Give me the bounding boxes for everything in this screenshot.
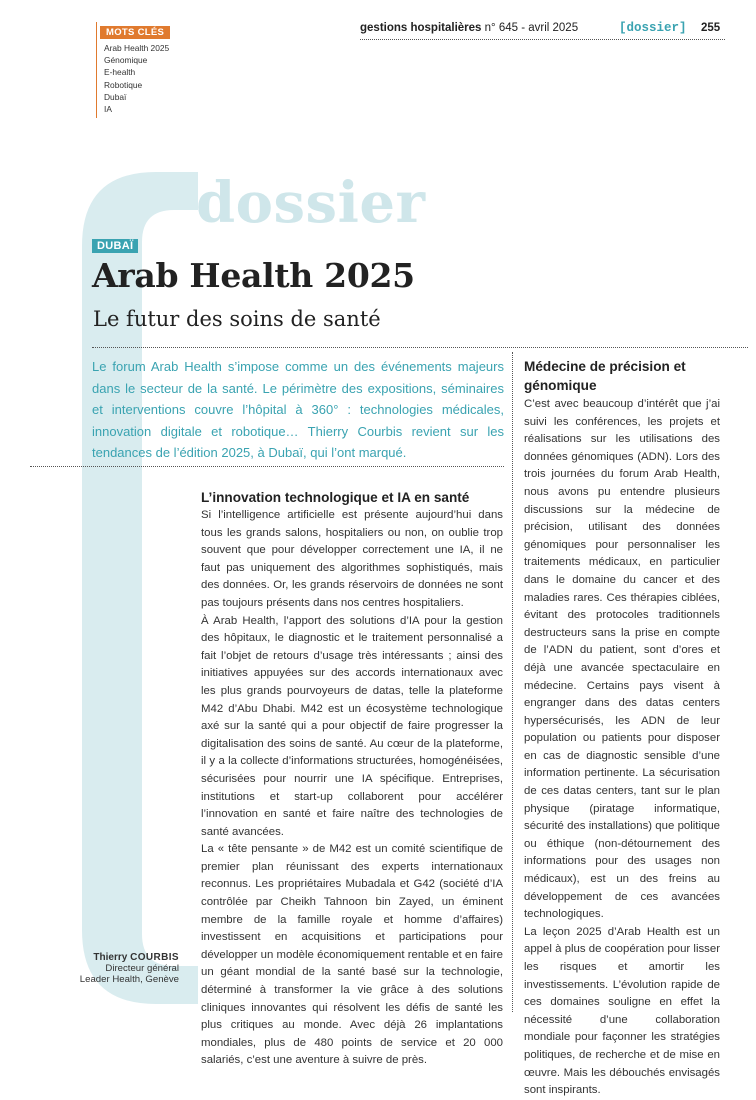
author-last-name: COURBIS — [130, 952, 179, 963]
body-paragraph: Si l’intelligence artificielle est présente aujourd’hui dans tous les grands salons, hospitaliers ou non, on oublie trop souvent que pour développer correctement une IA, il ne faut pas uniquement des algorithmes sophistiqués, mais des données. Or, les grands réservoirs de données ne sont pas toujours présents dans nos centres hospitaliers. — [201, 509, 503, 609]
author-credit — [60, 952, 179, 986]
article-title: Arab Health 2025 — [92, 256, 415, 295]
author-role: Directeur général — [105, 963, 179, 975]
issue-info: n° 645 - avril 2025 — [484, 22, 579, 34]
section-heading-ai: L’innovation technologique et IA en santé — [201, 490, 470, 505]
keyword-item: Robotique — [104, 79, 143, 90]
publication-name: gestions hospitalières — [360, 22, 482, 34]
author-first-name: Thierry — [93, 952, 128, 963]
lead-divider — [30, 466, 504, 467]
keyword-item: IA — [104, 104, 112, 115]
keyword-item: Génomique — [104, 55, 148, 66]
article-subtitle: Le futur des soins de santé — [93, 307, 381, 331]
body-column-left — [201, 507, 503, 1070]
author-org: Leader Health, Genève — [79, 974, 179, 986]
body-paragraph: La « tête pensante » de M42 est un comité scientifique de premier plan réunissant des experts internationaux reconnus. Les propriétaires Mubadala et G42 (société d’IA contrôlée par Cheikh Tahnoon bin Zayed, un éminent membre de la famille royale et homme d’affaires) investissent en acquisitions et participations pour développer un modèle économiquement rentable et en faire un géant mondial de la santé basé sur la technologie, déterminé à transformer la vie grâce à des solutions cliniques innovantes qui résolvent les défis de santé les plus critiques au monde. Avec déjà 26 implantations mondiales, plus de 480 points de service et 20 000 salariés, c’est une aventure à suivre de près. — [201, 843, 503, 1067]
keywords-list — [104, 42, 169, 115]
keyword-item: Arab Health 2025 — [104, 43, 170, 53]
keyword-item: Dubaï — [104, 91, 127, 102]
body-paragraph: La leçon 2025 d’Arab Health est un appel à plus de coopération pour lisser les risques et amortir les investissements. L’évolution rapide de ces domaines souligne en effet la nécessité d’une collaboration mondiale pour façonner les stratégies politiques, de recherche et de mise en œuvre. Mais les débouchés envisagés sont inspirants. — [524, 925, 720, 1097]
running-header — [360, 22, 578, 34]
header-divider — [360, 39, 725, 40]
column-divider — [512, 352, 513, 1012]
keyword-item: E-health — [104, 67, 136, 78]
body-paragraph: À Arab Health, l’apport des solutions d’IA pour la gestion des hôpitaux, le diagnostic et le traitement personnalisé a fait l’objet de retours d’usage très intéressants ; ainsi des initiatives appuyées sur des accords internationaux avec les plus grands pourvoyeurs de datas, telle la plateforme M42 d’Abu Dhabi. M42 est un écosystème technologique axé sur la santé qui a pour objectif de faire progresser la digitalisation des soins de santé. Au cœur de la plateforme, il y a la collecte d’informations structurées, homogénéisées, sécurisées pour nourrir une IA spécifique. Entreprises, institutions et start-up collaborent pour accélérer l’innovation en santé et faire naître des technologies de santé avancées. — [201, 614, 503, 838]
title-divider — [92, 347, 748, 348]
dossier-watermark: dossier — [196, 170, 426, 236]
body-paragraph: C’est avec beaucoup d’intérêt que j’ai suivi les conférences, les projets et réalisations sur les utilisations des données génomiques (ADN). Lors des trois journées du forum Arab Health, nous avons pu entendre plusieurs discussions sur la médecine de précision, utilisant des données génomiques pour personnaliser les traitements médicaux, en particulier dans le domaine du cancer et des maladies rares. Ces thérapies ciblées, évitant des protocoles traditionnels destructeurs sans la prise en compte de l’ADN du patient, sont d’ores et déjà une avancée spectaculaire en médecine. Certains pays visent à engranger dans des datas centers hypersécurisés, les ADN de leur population ou patients pour disposer en cas de diagnostic sensible d’une information pertinente. La sécurisation de ces datas centers, tant sur le plan physique (piratage informatique, sécurité des installations) que politique ou éthique (non-détournement des informations pour des usages non médicaux), est un des freins au développement de ces avancées technologiques. — [524, 398, 720, 921]
author-name — [60, 952, 179, 963]
article-lead: Le forum Arab Health s’impose comme un des événements majeurs dans le secteur de la santé. Le périmètre des expositions, séminaires et interventions couvre l’hôpital à 360° : technologies médicales, innovation digitale et robotique… Thierry Courbis revient sur les tendances de l’édition 2025, à Dubaï, qui l’ont marqué. — [92, 359, 504, 460]
body-column-right — [524, 396, 720, 1100]
kicker-badge: DUBAÏ — [92, 239, 138, 253]
section-label: [dossier] — [619, 21, 687, 35]
page-number: 255 — [701, 22, 721, 34]
keywords-tag: MOTS CLÉS — [100, 26, 170, 39]
section-heading-genomics: Médecine de précision et génomique — [524, 359, 686, 393]
keywords-rule — [96, 22, 97, 118]
